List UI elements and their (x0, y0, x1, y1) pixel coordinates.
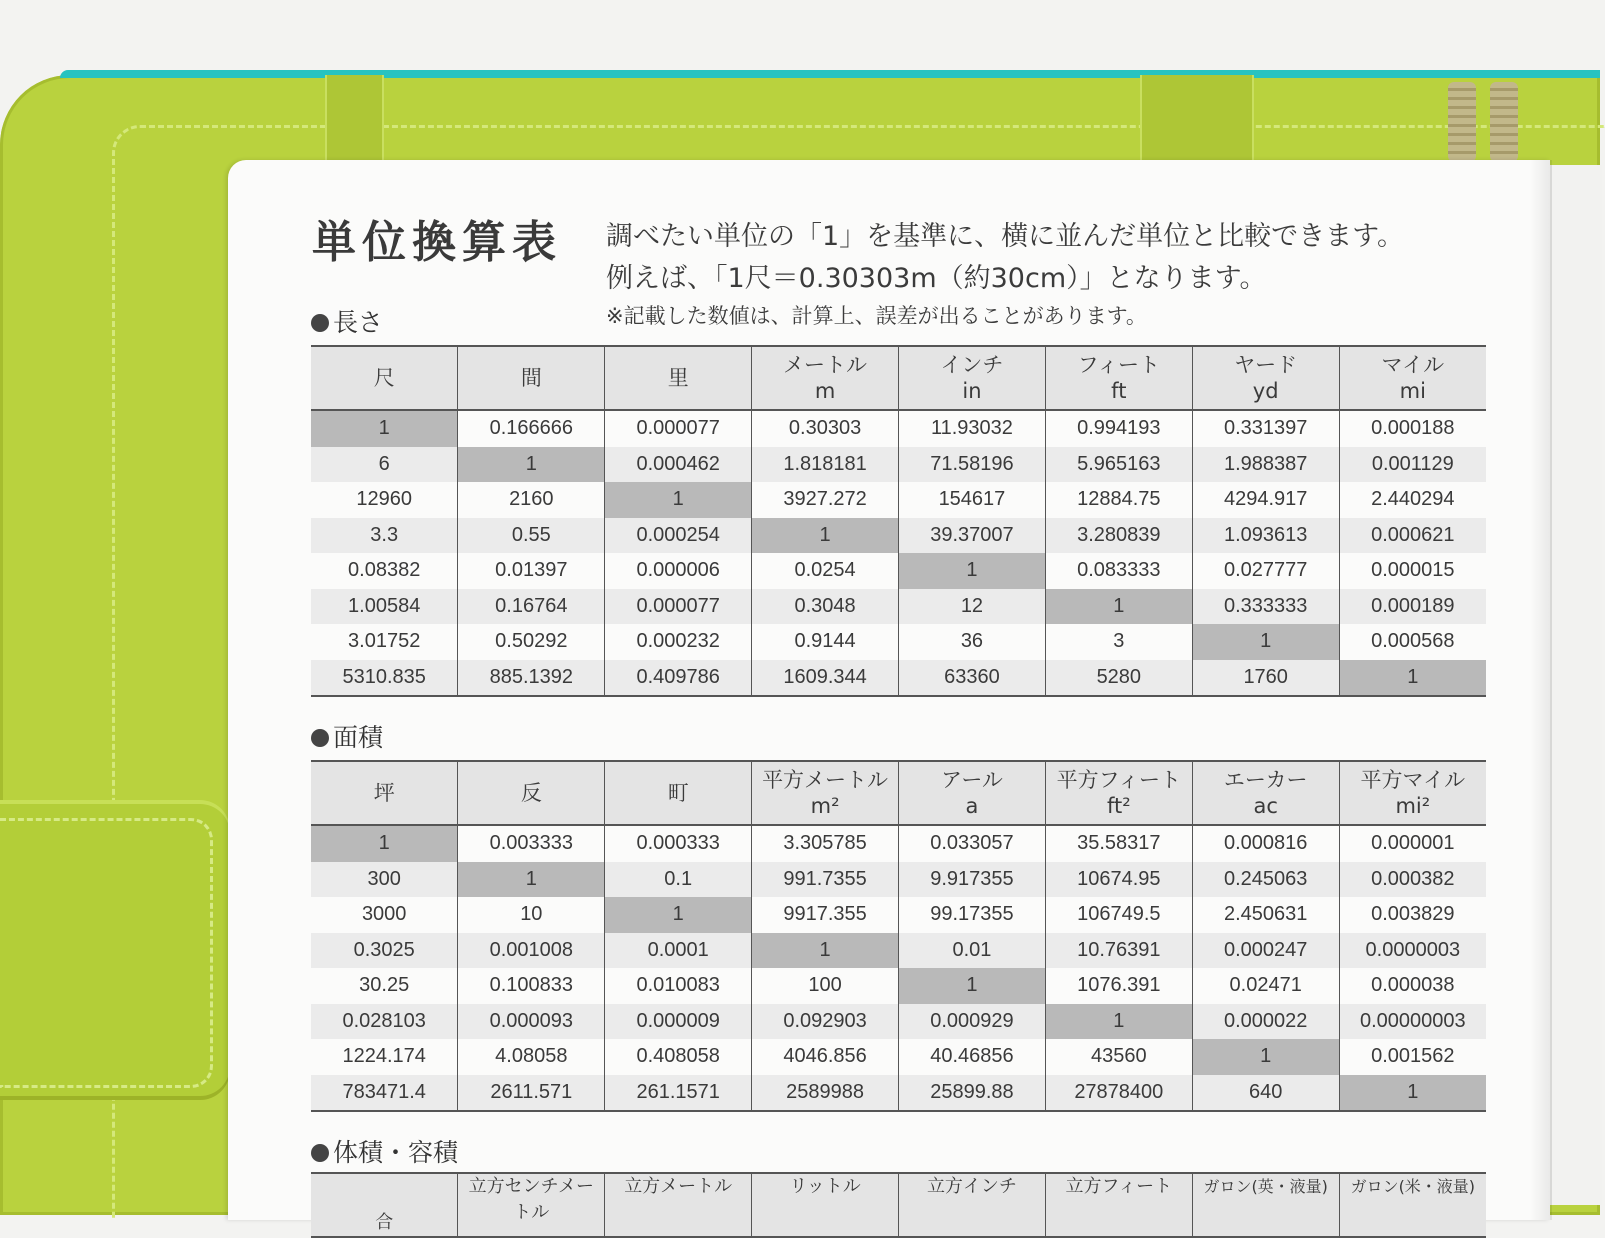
table-cell: 12960 (356, 488, 412, 511)
table-cell: 0.01397 (458, 553, 605, 589)
table-cell: 63360 (899, 660, 1046, 697)
table-cell: 2.440294 (1339, 482, 1486, 518)
header-cell: 町 (605, 761, 752, 825)
table-cell: 10 (458, 897, 605, 933)
table-cell: 4.08058 (458, 1039, 605, 1075)
table-cell: 3.3 (311, 518, 458, 554)
table-cell: 0.000093 (458, 1004, 605, 1040)
table-row (311, 553, 1486, 589)
table-cell: 0.16764 (458, 589, 605, 625)
table-cell: 1 (752, 518, 899, 554)
table-cell: 0.408058 (605, 1039, 752, 1075)
table-cell: 1 (1339, 1075, 1486, 1112)
header-cell: 尺 (311, 346, 458, 410)
pen-loop-right (1140, 75, 1254, 165)
table-cell: 0.000232 (605, 624, 752, 660)
intro-line-1: 調べたい単位の「1」を基準に、横に並んだ単位と比較できます。 (606, 221, 1405, 252)
table-row (311, 897, 1486, 933)
table-row (311, 482, 1486, 518)
table-cell: 1076.391 (1045, 968, 1192, 1004)
table-row (311, 447, 1486, 483)
table-cell: 0.02471 (1192, 968, 1339, 1004)
section-heading-volume (311, 1133, 458, 1169)
table-cell: 4294.917 (1192, 482, 1339, 518)
table-row (311, 968, 1486, 1004)
table-row (311, 624, 1486, 660)
table-cell: 0.000009 (605, 1004, 752, 1040)
table-cell: 3 (1045, 624, 1192, 660)
header-cell: インチ in (899, 346, 1046, 410)
binder-ring (1490, 82, 1518, 162)
table-cell: 1.988387 (1192, 447, 1339, 483)
header-cell: 平方メートル m² (752, 761, 899, 825)
table-cell: 0.000077 (605, 589, 752, 625)
table-cell: 0.003829 (1339, 897, 1486, 933)
table-cell: 1224.174 (342, 1045, 426, 1068)
table-cell: 40.46856 (899, 1039, 1046, 1075)
table-cell: 2160 (458, 482, 605, 518)
table-cell: 3.280839 (1045, 518, 1192, 554)
table-cell: 12 (899, 589, 1046, 625)
binder-ring (1448, 82, 1476, 162)
table-cell: 30.25 (359, 974, 410, 997)
table-cell: 0.000568 (1339, 624, 1486, 660)
table-cell: 2589988 (752, 1075, 899, 1112)
table-cell: 0.245063 (1192, 862, 1339, 898)
header-cell: リットル (752, 1173, 899, 1237)
table-cell: 0.9144 (752, 624, 899, 660)
header-cell: 平方フィート ft² (1045, 761, 1192, 825)
table-cell: 2.450631 (1192, 897, 1339, 933)
table-row (311, 1075, 1486, 1112)
table-cell: 885.1392 (458, 660, 605, 697)
table-cell: 5.965163 (1045, 447, 1192, 483)
header-cell: 立方メートル (605, 1173, 752, 1237)
table-cell: 106749.5 (1045, 897, 1192, 933)
header-cell: 間 (458, 346, 605, 410)
table-cell: 1 (899, 553, 1046, 589)
table-cell: 5280 (1045, 660, 1192, 697)
table-cell: 35.58317 (1045, 825, 1192, 862)
table-cell: 3000 (361, 903, 407, 926)
header-cell: メートル m (752, 346, 899, 410)
table-cell: 6 (311, 447, 458, 483)
table-cell: 0.409786 (605, 660, 752, 697)
table-cell: 1 (752, 933, 899, 969)
table-cell: 1 (458, 862, 605, 898)
table-cell: 0.001129 (1339, 447, 1486, 483)
table-cell: 1 (1192, 1039, 1339, 1075)
table-cell: 0.50292 (458, 624, 605, 660)
table-cell: 0.100833 (458, 968, 605, 1004)
header-cell: 立方フィート (1045, 1173, 1192, 1237)
table-cell: 1.00584 (311, 589, 458, 625)
table-cell: 0.333333 (1192, 589, 1339, 625)
table-cell: 0.3048 (752, 589, 899, 625)
table-cell: 0.000254 (605, 518, 752, 554)
table-cell: 12884.75 (1045, 482, 1192, 518)
table-cell: 0.000022 (1192, 1004, 1339, 1040)
table-cell: 261.1571 (605, 1075, 752, 1112)
table-row (311, 862, 1486, 898)
table-cell: 0.000001 (1339, 825, 1486, 862)
section-label: 体積・容積 (333, 1138, 459, 1167)
next-page-edge (1550, 165, 1602, 1205)
table-cell: 1 (311, 410, 458, 447)
table-header-row (311, 346, 1486, 410)
table-cell: 1760 (1192, 660, 1339, 697)
header-cell: 反 (458, 761, 605, 825)
table-cell: 0.000038 (1339, 968, 1486, 1004)
bullet-icon (311, 729, 329, 747)
table-cell: 1 (899, 968, 1046, 1004)
page-gutter (1530, 160, 1552, 1220)
binder-cover-edge (60, 70, 1600, 78)
table-cell: 1 (1192, 624, 1339, 660)
header-cell: ヤード yd (1192, 346, 1339, 410)
volume-conversion-table (311, 1172, 1486, 1238)
table-cell: 0.000015 (1339, 553, 1486, 589)
table-cell: 10.76391 (1045, 933, 1192, 969)
table-cell: 0.0000003 (1339, 933, 1486, 969)
volume-table-clip (311, 1172, 1486, 1233)
table-cell: 3.01752 (348, 630, 421, 653)
table-cell: 0.000333 (605, 825, 752, 862)
table-cell: 0.001008 (458, 933, 605, 969)
table-header-row (311, 1173, 1486, 1237)
header-cell: 立方センチメートル (458, 1173, 605, 1237)
table-cell: 1.093613 (1192, 518, 1339, 554)
table-cell: 1 (1339, 660, 1486, 697)
pen-loop-left (325, 75, 384, 165)
table-cell: 1609.344 (752, 660, 899, 697)
table-cell: 3927.272 (752, 482, 899, 518)
table-cell: 9.917355 (899, 862, 1046, 898)
table-row (311, 825, 1486, 862)
table-cell: 0.028103 (311, 1004, 458, 1040)
table-cell: 300 (311, 862, 458, 898)
table-cell: 5310.835 (311, 660, 458, 697)
intro-line-2: 例えば、「1尺＝0.30303m（約30cm）」となります。 (606, 263, 1267, 294)
table-cell: 0.092903 (752, 1004, 899, 1040)
table-cell: 2611.571 (458, 1075, 605, 1112)
table-cell: 11.93032 (899, 410, 1046, 447)
table-cell: 27878400 (1045, 1075, 1192, 1112)
bullet-icon (311, 314, 329, 332)
table-cell: 1 (605, 482, 752, 518)
table-cell: 99.17355 (899, 897, 1046, 933)
table-cell: 0.000247 (1192, 933, 1339, 969)
table-cell: 1 (605, 897, 752, 933)
table-cell: 0.001562 (1339, 1039, 1486, 1075)
header-cell: 坪 (311, 761, 458, 825)
table-header-row (311, 761, 1486, 825)
strap-stitching (0, 818, 213, 1088)
table-cell: 1.818181 (752, 447, 899, 483)
table-cell: 0.027777 (1192, 553, 1339, 589)
table-row (311, 1004, 1486, 1040)
table-cell: 640 (1192, 1075, 1339, 1112)
table-row (311, 410, 1486, 447)
table-cell: 0.166666 (458, 410, 605, 447)
table-cell: 0.0254 (752, 553, 899, 589)
table-cell: 0.000929 (899, 1004, 1046, 1040)
table-cell: 0.003333 (458, 825, 605, 862)
section-heading-area (311, 718, 383, 754)
table-cell: 783471.4 (311, 1075, 458, 1112)
intro-note: ※記載した数値は、計算上、誤差が出ることがあります。 (606, 304, 1147, 328)
area-conversion-table (311, 760, 1486, 1112)
header-cell: ガロン(米・液量) (1339, 1173, 1486, 1237)
table-cell: 1 (311, 825, 458, 862)
table-cell: 10674.95 (1045, 862, 1192, 898)
table-cell: 43560 (1045, 1039, 1192, 1075)
table-cell: 0.01 (899, 933, 1046, 969)
table-cell: 0.55 (458, 518, 605, 554)
table-cell: 0.994193 (1045, 410, 1192, 447)
header-cell: 合 (311, 1173, 458, 1237)
table-cell: 0.000382 (1339, 862, 1486, 898)
table-cell: 0.000621 (1339, 518, 1486, 554)
table-cell: 25899.88 (899, 1075, 1046, 1112)
table-cell: 0.000006 (605, 553, 752, 589)
table-cell: 9917.355 (752, 897, 899, 933)
table-cell: 0.000189 (1339, 589, 1486, 625)
table-cell: 1 (1045, 1004, 1192, 1040)
header-cell: 平方マイル mi² (1339, 761, 1486, 825)
table-cell: 0.010083 (605, 968, 752, 1004)
bullet-icon (311, 1144, 329, 1162)
table-cell: 4046.856 (752, 1039, 899, 1075)
table-cell: 1 (458, 447, 605, 483)
table-row (311, 518, 1486, 554)
header-cell: 里 (605, 346, 752, 410)
table-cell: 0.083333 (1045, 553, 1192, 589)
section-heading-length (311, 303, 383, 339)
table-cell: 0.08382 (348, 559, 421, 582)
header-cell: エーカー ac (1192, 761, 1339, 825)
table-row (311, 660, 1486, 697)
table-cell: 0.00000003 (1339, 1004, 1486, 1040)
table-cell: 0.3025 (311, 933, 458, 969)
table-cell: 154617 (899, 482, 1046, 518)
table-cell: 0.0001 (605, 933, 752, 969)
table-cell: 0.331397 (1192, 410, 1339, 447)
table-cell: 1 (1045, 589, 1192, 625)
table-cell: 100 (752, 968, 899, 1004)
table-row (311, 1039, 1486, 1075)
table-cell: 0.30303 (752, 410, 899, 447)
table-cell: 991.7355 (752, 862, 899, 898)
table-cell: 36 (899, 624, 1046, 660)
header-cell: アール a (899, 761, 1046, 825)
section-label: 長さ (333, 308, 384, 337)
table-cell: 39.37007 (899, 518, 1046, 554)
page-title: 単位換算表 (312, 217, 562, 268)
table-cell: 0.000188 (1339, 410, 1486, 447)
table-cell: 3.305785 (752, 825, 899, 862)
table-cell: 0.000077 (605, 410, 752, 447)
header-cell: マイル mi (1339, 346, 1486, 410)
table-cell: 0.000462 (605, 447, 752, 483)
header-cell: 立方インチ (899, 1173, 1046, 1237)
table-cell: 71.58196 (899, 447, 1046, 483)
table-row (311, 933, 1486, 969)
section-label: 面積 (333, 723, 384, 752)
table-cell: 0.033057 (899, 825, 1046, 862)
header-cell: フィート ft (1045, 346, 1192, 410)
table-cell: 0.000816 (1192, 825, 1339, 862)
table-cell: 0.1 (605, 862, 752, 898)
header-cell: ガロン(英・液量) (1192, 1173, 1339, 1237)
table-row (311, 589, 1486, 625)
length-conversion-table (311, 345, 1486, 697)
